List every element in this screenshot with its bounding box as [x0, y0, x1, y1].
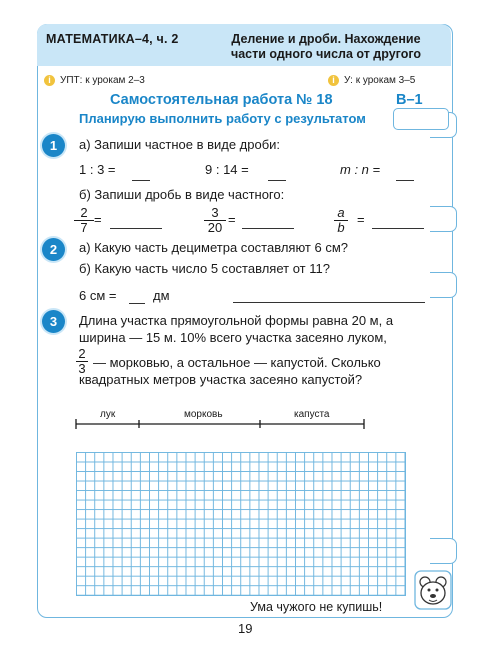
topic-line-2: части одного числа от другого [230, 47, 422, 61]
page-number: 19 [238, 621, 253, 636]
segment-label-carrot: морковь [184, 409, 223, 420]
info-right-text: У: к урокам 3–5 [344, 75, 416, 86]
variant-label: В–1 [396, 92, 423, 108]
bear-mascot-icon [414, 570, 452, 610]
subject-title: МАТЕМАТИКА–4, ч. 2 [46, 32, 179, 46]
task-1-number: 1 [42, 134, 65, 157]
info-left-text: УПТ: к урокам 2–3 [60, 75, 145, 86]
fraction-3-numerator: a [334, 206, 348, 221]
result-plan-label: Планирую выполнить работу с результатом [79, 111, 366, 126]
task-1a-expr-2: 9 : 14 = [205, 162, 249, 177]
equals-sign: = [357, 212, 365, 227]
task-3-number: 3 [42, 310, 65, 333]
result-plan-box[interactable] [393, 108, 449, 130]
task-3-fraction-numerator: 2 [76, 347, 88, 362]
task-1a-text: а) Запиши частное в виде дроби: [79, 137, 281, 152]
proverb-text: Ума чужого не купишь! [250, 600, 383, 614]
answer-blank[interactable] [396, 180, 414, 181]
equals-sign: = [94, 212, 102, 227]
answer-blank[interactable] [268, 180, 286, 181]
task-2-expr: 6 см = [79, 288, 117, 303]
info-right [328, 75, 415, 86]
task-2-unit: дм [153, 288, 170, 303]
side-tab-3 [430, 272, 457, 298]
answer-blank[interactable] [129, 303, 145, 304]
answer-line[interactable] [233, 302, 425, 303]
task-2b-text: б) Какую часть число 5 составляет от 11? [79, 261, 330, 276]
plot-segment-diagram [75, 419, 365, 429]
answer-grid[interactable] [76, 452, 406, 596]
answer-blank[interactable] [372, 228, 424, 229]
fraction-2-denominator: 20 [207, 220, 223, 235]
fraction-1-numerator: 2 [74, 206, 94, 221]
task-3-line-1: Длина участка прямоугольной формы равна 20 м, а [79, 313, 394, 328]
task-1b-text: б) Запиши дробь в виде частного: [79, 187, 285, 202]
task-1a-expr-1: 1 : 3 = [79, 162, 116, 177]
fraction-1 [74, 206, 94, 235]
segment-label-onion: лук [100, 409, 116, 420]
task-3-line-3: — морковью, а остальное — капустой. Сколько [93, 355, 381, 370]
task-3-line-2: ширина — 15 м. 10% всего участка засеяно луком, [79, 330, 387, 345]
task-3-line-4: квадратных метров участка засеяно капустой? [79, 372, 363, 387]
side-tab-4 [430, 538, 457, 564]
fraction-1-denominator: 7 [80, 220, 88, 235]
fraction-2-numerator: 3 [204, 206, 226, 221]
answer-blank[interactable] [132, 180, 150, 181]
fraction-2 [204, 206, 226, 235]
fraction-3 [334, 206, 348, 235]
answer-blank[interactable] [242, 228, 294, 229]
info-left [44, 75, 145, 86]
topic-line-1: Деление и дроби. Нахождение [231, 32, 421, 46]
segment-label-cabbage: капуста [294, 409, 330, 420]
answer-blank[interactable] [110, 228, 162, 229]
task-2a-text: а) Какую часть дециметра составляют 6 см? [79, 240, 348, 255]
fraction-3-denominator: b [337, 220, 345, 235]
info-icon: i [328, 75, 339, 86]
side-tab-2 [430, 206, 457, 232]
work-title: Самостоятельная работа № 18 [110, 92, 333, 108]
task-1a-expr-3: m : n = [340, 162, 381, 177]
task-3-fraction-denominator: 3 [78, 361, 86, 376]
task-2-number: 2 [42, 238, 65, 261]
topic-title [212, 32, 440, 62]
equals-sign: = [228, 212, 236, 227]
info-icon: i [44, 75, 55, 86]
